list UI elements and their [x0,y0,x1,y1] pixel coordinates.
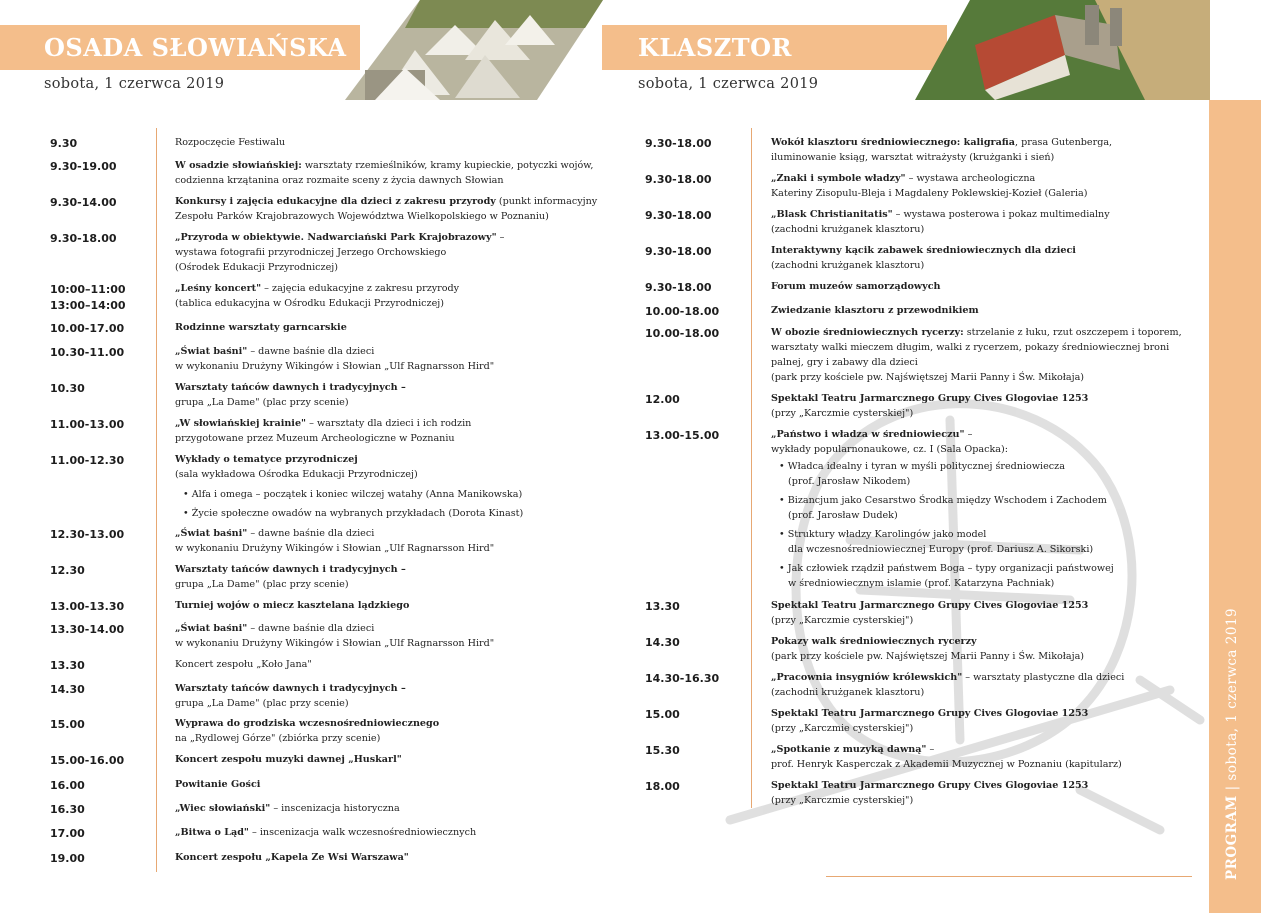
right-event-time: 15.30 [645,744,680,757]
left-event-time: 11.00-12.30 [50,454,125,467]
event-detail: – wystawa posterowa i pokaz multimedialny [892,209,1110,220]
lecture-bullet-detail: dla wczesnośredniowiecznej Europy (prof. Dariusz A. Sikorski) [788,544,1094,555]
bullet-text: Władca idealny i tyran w myśli politycznej średniowiecza [787,461,1065,472]
right-event-time: 12.00 [645,393,680,406]
right-event-description [771,135,1112,150]
right-event-description [771,279,941,294]
left-event-time: 13:00–14:00 [50,299,126,312]
event-title: Powitanie Gości [175,779,261,790]
left-event-time: 14.30 [50,683,85,696]
left-event-description [175,416,471,431]
event-detail: – dawne baśnie dla dzieci [247,623,375,634]
left-event-time: 17.00 [50,827,85,840]
left-event-detail-line: (tablica edukacyjna w Ośrodku Edukacji Przyrodniczej) [175,298,444,309]
bullet-dot: • [779,529,788,540]
left-event-time: 9.30 [50,137,78,150]
event-detail: – zajęcia edukacyjne z zakresu przyrody [261,283,460,294]
bullet-dot: • [779,495,788,506]
event-title: Warsztaty tańców dawnych i tradycyjnych – [175,683,406,694]
left-event-description [175,825,476,840]
left-event-detail-line: grupa „La Dame" (plac przy scenie) [175,579,349,590]
right-event-time: 9.30-18.00 [645,173,712,186]
right-event-detail-line: (park przy kościele pw. Najświętszej Marii Panny i Św. Mikołaja) [771,372,1085,383]
event-title: „Pracownia insygniów królewskich" [771,672,963,683]
left-event-description [175,716,439,731]
left-event-time: 15.00-16.00 [50,754,125,767]
left-event-detail-line: w wykonaniu Drużyny Wikingów i Słowian „Ulf Ragnarsson Hird" [175,638,495,649]
right-event-time: 9.30-18.00 [645,137,712,150]
left-event-time: 10.00-17.00 [50,322,125,335]
event-title: W osadzie słowiańskiej: [175,160,302,171]
bullet-text: Struktury władzy Karolingów jako model [787,529,987,540]
right-event-detail-line: prof. Henryk Kasperczak z Akademii Muzycznej w Poznaniu (kapitularz) [771,759,1122,770]
event-detail: – inscenizacja walk wczesnośredniowiecznych [248,827,477,838]
lecture-bullet-detail: (prof. Jarosław Dudek) [788,510,898,521]
event-detail: Rozpoczęcie Festiwalu [175,137,286,148]
left-event-description [175,344,374,359]
left-event-time: 9.30-19.00 [50,160,117,173]
left-event-description [175,777,260,792]
left-event-description [175,562,406,577]
tents-photo [345,0,603,100]
bullet-dot: • [183,489,192,500]
sidebar-label-rest: sobota, 1 czerwca 2019 [1224,607,1240,781]
event-detail: warsztaty rzemieślników, kramy kupieckie, potyczki wojów, [301,160,594,171]
left-event-time: 13.00-13.30 [50,600,125,613]
left-event-detail-line: grupa „La Dame" (plac przy scenie) [175,698,349,709]
event-title: Zwiedzanie klasztoru z przewodnikiem [771,305,979,316]
right-event-detail-line: Kateriny Zisopulu-Bleja i Magdaleny Poklewskiej-Kozieł (Galeria) [771,188,1088,199]
right-event-detail-line: palnej, gry i zabawy dla dzieci [771,357,918,368]
left-event-time: 12.30-13.00 [50,528,125,541]
event-title: Spektakl Teatru Jarmarcznego Grupy Cives Glogoviae 1253 [771,708,1089,719]
right-event-detail-line: warsztaty walki mieczem długim, walki z rycerzem, pokazy średniowiecznej broni [771,342,1170,353]
event-title: Interaktywny kącik zabawek średniowiecznych dla dzieci [771,245,1076,256]
left-event-description [175,452,358,467]
left-event-detail-line: (sala wykładowa Ośrodka Edukacji Przyrodniczej) [175,469,418,480]
right-event-detail-line: (przy „Karczmie cysterskiej") [771,615,914,626]
event-title: Koncert zespołu „Kapela Ze Wsi Warszawa" [175,852,409,863]
bullet-text: Alfa i omega – początek i koniec wilczej watahy (Anna Manikowska) [191,489,523,500]
event-title: „Przyroda w obiektywie. Nadwarciański Park Krajobrazowy" [175,232,497,243]
left-event-detail-line: w wykonaniu Drużyny Wikingów i Słowian „Ulf Ragnarsson Hird" [175,361,495,372]
event-detail: – dawne baśnie dla dzieci [247,528,375,539]
right-event-detail-line: (park przy kościele pw. Najświętszej Marii Panny i Św. Mikołaja) [771,651,1085,662]
section-date-left: sobota, 1 czerwca 2019 [44,76,225,92]
left-event-detail-line: grupa „La Dame" (plac przy scenie) [175,397,349,408]
left-event-time: 16.00 [50,779,85,792]
event-detail: – warsztaty plastyczne dla dzieci [962,672,1125,683]
left-event-detail-line: Zespołu Parków Krajobrazowych Województwa Wielkopolskiego w Poznaniu) [175,211,549,222]
left-event-time: 12.30 [50,564,85,577]
section-title-left: OSADA SŁOWIAŃSKA [44,33,347,62]
event-title: „W słowiańskiej krainie" [175,418,307,429]
right-event-time: 10.00-18.00 [645,327,720,340]
left-event-description [175,135,285,150]
event-detail: – [926,744,935,755]
event-detail: – inscenizacja historyczna [270,803,400,814]
event-detail: , prasa Gutenberga, [1015,137,1113,148]
event-detail: (punkt informacyjny [495,196,598,207]
left-event-description [175,320,347,335]
left-event-time: 16.30 [50,803,85,816]
right-event-description [771,742,934,757]
right-event-time: 15.00 [645,708,680,721]
left-event-description [175,598,409,613]
left-event-description [175,681,406,696]
right-event-detail-line: (zachodni krużganek klasztoru) [771,224,925,235]
event-title: Konkursy i zajęcia edukacyjne dla dzieci z zakresu przyrody [175,196,496,207]
event-title: Wykłady o tematyce przyrodniczej [175,454,358,465]
right-event-description [771,778,1088,793]
event-title: „Państwo i władza w średniowieczu" [771,429,965,440]
bullet-dot: • [183,508,192,519]
right-event-time: 13.00-15.00 [645,429,720,442]
event-detail: – wystawa archeologiczna [905,173,1036,184]
event-title: Spektakl Teatru Jarmarcznego Grupy Cives Glogoviae 1253 [771,393,1089,404]
right-event-description [771,598,1088,613]
lecture-bullet [779,561,1114,576]
right-event-description [771,706,1088,721]
right-event-description [771,634,977,649]
right-event-description [771,243,1076,258]
left-event-time: 15.00 [50,718,85,731]
event-detail: – dawne baśnie dla dzieci [247,346,375,357]
event-title: „Wiec słowiański" [175,803,271,814]
left-event-description [175,281,459,296]
event-title: „Leśny koncert" [175,283,262,294]
left-event-time: 10:00–11:00 [50,283,126,296]
right-event-description [771,427,972,442]
event-title: „Blask Christianitatis" [771,209,893,220]
section-date-right: sobota, 1 czerwca 2019 [638,76,819,92]
right-event-time: 13.30 [645,600,680,613]
left-event-time: 9.30-18.00 [50,232,117,245]
left-event-detail-line: codzienna krzątanina oraz rozmaite sceny z życia dawnych Słowian [175,175,504,186]
right-event-description [771,207,1110,222]
left-event-detail-line: wystawa fotografii przyrodniczej Jerzego Orchowskiego [175,247,447,258]
right-event-description [771,670,1124,685]
left-event-time: 11.00-13.00 [50,418,125,431]
left-event-description [175,621,374,636]
event-title: „Świat baśni" [175,346,248,357]
event-title: W obozie średniowiecznych rycerzy: [771,327,964,338]
right-event-description [771,303,979,318]
lecture-bullet-detail: (prof. Jarosław Nikodem) [788,476,911,487]
event-title: Koncert zespołu muzyki dawnej „Huskarl" [175,754,402,765]
lecture-bullet [779,527,986,542]
lecture-bullet-detail: w średniowiecznym islamie (prof. Katarzyna Pachniak) [788,578,1055,589]
monastery-photo [915,0,1210,100]
sidebar-label-sep: | [1224,780,1240,796]
left-event-detail-line: w wykonaniu Drużyny Wikingów i Słowian „Ulf Ragnarsson Hird" [175,543,495,554]
sidebar-label [1224,608,1240,880]
event-title: Wyprawa do grodziska wczesnośredniowiecznego [175,718,440,729]
right-event-time: 14.30 [645,636,680,649]
event-title: Rodzinne warsztaty garncarskie [175,322,347,333]
left-event-time: 13.30-14.00 [50,623,125,636]
event-title: Pokazy walk średniowiecznych rycerzy [771,636,977,647]
lecture-bullet [779,459,1065,474]
event-detail: strzelanie z łuku, rzut oszczepem i toporem, [963,327,1182,338]
section-title-right: KLASZTOR [638,33,792,62]
bullet-dot: • [779,461,788,472]
event-detail: – [964,429,973,440]
right-event-description [771,325,1182,340]
event-title: „Świat baśni" [175,623,248,634]
right-event-detail-line: (zachodni krużganek klasztoru) [771,260,925,271]
event-title: Warsztaty tańców dawnych i tradycyjnych – [175,382,406,393]
left-event-time: 9.30-14.00 [50,196,117,209]
right-event-description [771,391,1088,406]
bottom-rule [826,876,1192,877]
event-detail: – warsztaty dla dzieci i ich rodzin [306,418,472,429]
bullet-dot: • [779,563,788,574]
bullet-text: Bizancjum jako Cesarstwo Środka między Wschodem i Zachodem [787,495,1107,506]
event-title: Spektakl Teatru Jarmarcznego Grupy Cives Glogoviae 1253 [771,600,1089,611]
event-title: Wokół klasztoru średniowiecznego: kaligrafia [771,137,1015,148]
left-event-description [175,230,504,245]
left-event-description [175,380,406,395]
event-detail: – [496,232,505,243]
event-title: Turniej wojów o miecz kasztelana lądzkiego [175,600,410,611]
left-event-detail-line: (Ośrodek Edukacji Przyrodniczej) [175,262,338,273]
left-event-time: 10.30 [50,382,85,395]
lecture-bullet [779,493,1107,508]
lecture-bullet [183,487,522,502]
event-title: „Bitwa o Ląd" [175,827,249,838]
left-event-description [175,158,593,173]
left-event-description [175,752,402,767]
right-event-time: 9.30-18.00 [645,209,712,222]
left-event-time: 13.30 [50,659,85,672]
right-event-detail-line: (przy „Karczmie cysterskiej") [771,723,914,734]
right-event-time: 10.00-18.00 [645,305,720,318]
event-title: Forum muzeów samorządowych [771,281,941,292]
bullet-text: Życie społeczne owadów na wybranych przykładach (Dorota Kinast) [191,508,524,519]
left-event-description [175,526,374,541]
right-event-detail-line: (przy „Karczmie cysterskiej") [771,408,914,419]
right-event-detail-line: iluminowanie ksiąg, warsztat witrażysty (krużganki i sień) [771,152,1055,163]
left-event-description [175,850,409,865]
event-title: „Świat baśni" [175,528,248,539]
right-event-time: 9.30-18.00 [645,281,712,294]
right-event-detail-line: wykłady popularnonaukowe, cz. I (Sala Opacka): [771,444,1008,455]
event-detail: Koncert zespołu „Koło Jana" [175,659,312,670]
left-event-detail-line: na „Rydlowej Górze" (zbiórka przy scenie) [175,733,381,744]
right-event-time: 18.00 [645,780,680,793]
right-event-description [771,171,1035,186]
bullet-text: Jak człowiek rządził państwem Boga – typy organizacji państwowej [787,563,1114,574]
event-title: „Spotkanie z muzyką dawną" [771,744,927,755]
right-event-time: 14.30-16.30 [645,672,720,685]
left-event-detail-line: przygotowane przez Muzeum Archeologiczne w Poznaniu [175,433,455,444]
left-event-time: 10.30-11.00 [50,346,125,359]
left-event-time: 19.00 [50,852,85,865]
left-event-description [175,657,312,672]
right-event-time: 9.30-18.00 [645,245,712,258]
column-divider-right [751,128,752,808]
sidebar-label-strong: PROGRAM [1224,795,1240,880]
event-title: „Znaki i symbole władzy" [771,173,906,184]
right-event-detail-line: (zachodni krużganek klasztoru) [771,687,925,698]
event-title: Spektakl Teatru Jarmarcznego Grupy Cives Glogoviae 1253 [771,780,1089,791]
left-event-description [175,194,597,209]
lecture-bullet [183,506,523,521]
right-event-detail-line: (przy „Karczmie cysterskiej") [771,795,914,806]
left-event-description [175,801,400,816]
event-title: Warsztaty tańców dawnych i tradycyjnych – [175,564,406,575]
column-divider-left [156,128,157,872]
